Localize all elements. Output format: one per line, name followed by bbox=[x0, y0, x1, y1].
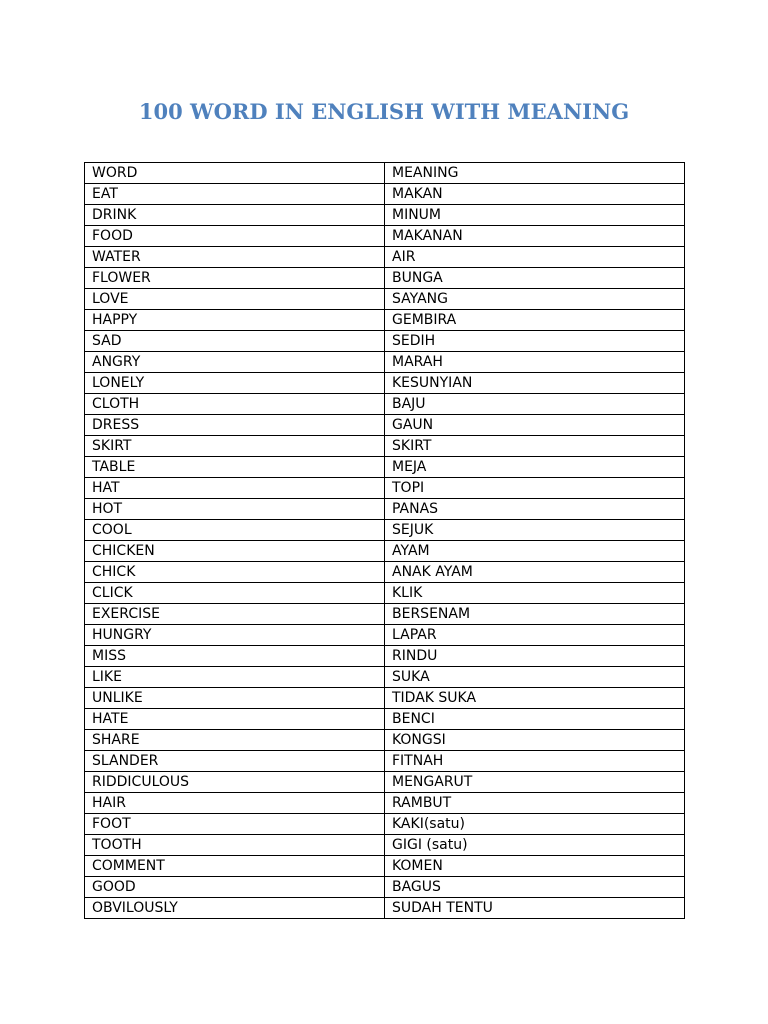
table-body bbox=[85, 163, 685, 919]
table-row bbox=[85, 247, 685, 268]
table-row bbox=[85, 310, 685, 331]
meaning-cell: MINUM bbox=[385, 205, 685, 226]
word-cell: LOVE bbox=[85, 289, 385, 310]
table-row bbox=[85, 688, 685, 709]
table-row bbox=[85, 898, 685, 919]
meaning-cell: TOPI bbox=[385, 478, 685, 499]
word-cell: DRESS bbox=[85, 415, 385, 436]
word-cell: TABLE bbox=[85, 457, 385, 478]
table-row bbox=[85, 541, 685, 562]
meaning-cell: FITNAH bbox=[385, 751, 685, 772]
meaning-cell: RINDU bbox=[385, 646, 685, 667]
meaning-cell: SUDAH TENTU bbox=[385, 898, 685, 919]
meaning-cell: KOMEN bbox=[385, 856, 685, 877]
word-cell: UNLIKE bbox=[85, 688, 385, 709]
table-row bbox=[85, 289, 685, 310]
meaning-cell: KAKI(satu) bbox=[385, 814, 685, 835]
table-row bbox=[85, 856, 685, 877]
word-cell: SHARE bbox=[85, 730, 385, 751]
word-cell: HAPPY bbox=[85, 310, 385, 331]
table-row bbox=[85, 709, 685, 730]
meaning-cell: BENCI bbox=[385, 709, 685, 730]
table-row bbox=[85, 331, 685, 352]
table-row bbox=[85, 814, 685, 835]
word-cell: EXERCISE bbox=[85, 604, 385, 625]
meaning-cell: SUKA bbox=[385, 667, 685, 688]
meaning-cell: SEJUK bbox=[385, 520, 685, 541]
word-cell: GOOD bbox=[85, 877, 385, 898]
meaning-cell: ANAK AYAM bbox=[385, 562, 685, 583]
word-cell: SAD bbox=[85, 331, 385, 352]
table-row bbox=[85, 373, 685, 394]
meaning-cell: SEDIH bbox=[385, 331, 685, 352]
meaning-cell: PANAS bbox=[385, 499, 685, 520]
table-header-row bbox=[85, 163, 685, 184]
meaning-cell: BAGUS bbox=[385, 877, 685, 898]
meaning-cell: SAYANG bbox=[385, 289, 685, 310]
table-row bbox=[85, 772, 685, 793]
table-row bbox=[85, 457, 685, 478]
meaning-cell: MEJA bbox=[385, 457, 685, 478]
word-cell: HAIR bbox=[85, 793, 385, 814]
meaning-cell: BERSENAM bbox=[385, 604, 685, 625]
meaning-cell: LAPAR bbox=[385, 625, 685, 646]
table-row bbox=[85, 877, 685, 898]
table-row bbox=[85, 835, 685, 856]
word-cell: FOOD bbox=[85, 226, 385, 247]
meaning-cell: KESUNYIAN bbox=[385, 373, 685, 394]
table-row bbox=[85, 667, 685, 688]
word-cell: CLOTH bbox=[85, 394, 385, 415]
word-cell: CHICK bbox=[85, 562, 385, 583]
table-row bbox=[85, 730, 685, 751]
table-row bbox=[85, 625, 685, 646]
table-row bbox=[85, 226, 685, 247]
meaning-cell: AYAM bbox=[385, 541, 685, 562]
word-cell: COMMENT bbox=[85, 856, 385, 877]
meaning-cell: SKIRT bbox=[385, 436, 685, 457]
word-cell: DRINK bbox=[85, 205, 385, 226]
table-row bbox=[85, 499, 685, 520]
meaning-cell: MAKANAN bbox=[385, 226, 685, 247]
table-row bbox=[85, 394, 685, 415]
meaning-cell: BUNGA bbox=[385, 268, 685, 289]
word-cell: LIKE bbox=[85, 667, 385, 688]
vocabulary-table bbox=[84, 162, 685, 919]
word-cell: CLICK bbox=[85, 583, 385, 604]
table-row bbox=[85, 415, 685, 436]
word-cell: SKIRT bbox=[85, 436, 385, 457]
header-word: WORD bbox=[85, 163, 385, 184]
word-cell: HUNGRY bbox=[85, 625, 385, 646]
word-cell: HATE bbox=[85, 709, 385, 730]
meaning-cell: GIGI (satu) bbox=[385, 835, 685, 856]
table-row bbox=[85, 352, 685, 373]
meaning-cell: TIDAK SUKA bbox=[385, 688, 685, 709]
table-row bbox=[85, 751, 685, 772]
table-row bbox=[85, 583, 685, 604]
table-row bbox=[85, 268, 685, 289]
word-cell: OBVILOUSLY bbox=[85, 898, 385, 919]
word-cell: RIDDICULOUS bbox=[85, 772, 385, 793]
table-row bbox=[85, 205, 685, 226]
word-cell: LONELY bbox=[85, 373, 385, 394]
word-cell: EAT bbox=[85, 184, 385, 205]
word-cell: SLANDER bbox=[85, 751, 385, 772]
meaning-cell: RAMBUT bbox=[385, 793, 685, 814]
word-cell: HAT bbox=[85, 478, 385, 499]
header-meaning: MEANING bbox=[385, 163, 685, 184]
page-title: 100 WORD IN ENGLISH WITH MEANING bbox=[138, 99, 630, 124]
table-row bbox=[85, 646, 685, 667]
meaning-cell: MARAH bbox=[385, 352, 685, 373]
word-cell: CHICKEN bbox=[85, 541, 385, 562]
meaning-cell: MENGARUT bbox=[385, 772, 685, 793]
word-cell: WATER bbox=[85, 247, 385, 268]
word-cell: ANGRY bbox=[85, 352, 385, 373]
meaning-cell: MAKAN bbox=[385, 184, 685, 205]
table-row bbox=[85, 478, 685, 499]
word-cell: FLOWER bbox=[85, 268, 385, 289]
table-row bbox=[85, 562, 685, 583]
table-row bbox=[85, 604, 685, 625]
meaning-cell: BAJU bbox=[385, 394, 685, 415]
meaning-cell: KLIK bbox=[385, 583, 685, 604]
meaning-cell: GAUN bbox=[385, 415, 685, 436]
word-cell: FOOT bbox=[85, 814, 385, 835]
word-cell: COOL bbox=[85, 520, 385, 541]
meaning-cell: GEMBIRA bbox=[385, 310, 685, 331]
word-cell: MISS bbox=[85, 646, 385, 667]
table-row bbox=[85, 184, 685, 205]
word-cell: TOOTH bbox=[85, 835, 385, 856]
table-row bbox=[85, 436, 685, 457]
meaning-cell: KONGSI bbox=[385, 730, 685, 751]
table-row bbox=[85, 520, 685, 541]
meaning-cell: AIR bbox=[385, 247, 685, 268]
word-cell: HOT bbox=[85, 499, 385, 520]
table-row bbox=[85, 793, 685, 814]
